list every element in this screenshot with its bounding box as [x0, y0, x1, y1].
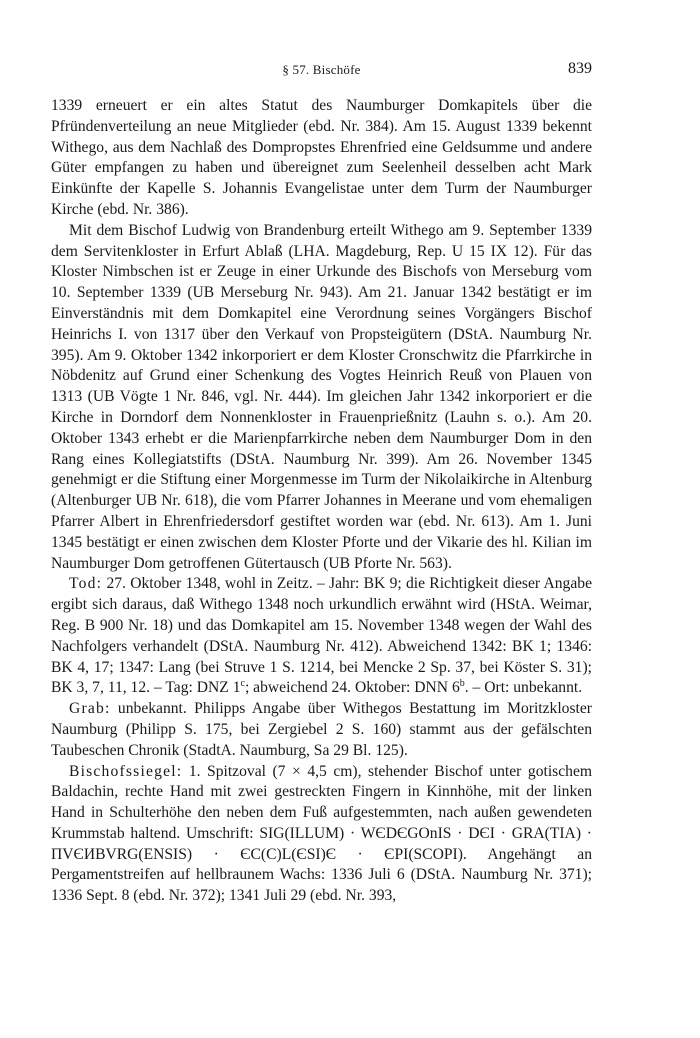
bischofssiegel-text: 1. Spitzoval (7 × 4,5 cm), stehender Bischof unter gotischem Baldachin, rechte Hand mit zwei gestreckten Fingern in Kinnhöhe, mit der linken Hand in Schulterhöhe den neben dem Fuß aufgestemmten, nach außen gewendeten Krummstab haltend. Umschrift: SIG(ILLUM) · WЄDЄGOnIS · DЄI · GRA(TIA) · ПVЄИBVRG(ENSIS) · ЄC(C)L(ЄSI)Є · ЄPI(SCOPI). Angehängt an Pergamentstreifen auf hellbraunem Wachs: 1336 Juli 6 (DStA. Naumburg Nr. 371); 1336 Sept. 8 (ebd. Nr. 372); 1341 Juli 29 (ebd. Nr. 393, — [51, 762, 592, 905]
grab-text: unbekannt. Philipps Angabe über Withegos Bestattung im Moritzkloster Naumburg (Philipp S. 175, bei Zergiebel 2 S. 160) stammt aus der gefälschten Taubeschen Chronik (StadtA. Naumburg, Sa 29 Bl. 125). — [51, 700, 592, 759]
tod-sup-b: b — [459, 678, 465, 690]
body-text — [51, 96, 592, 907]
grab-label: Grab: — [69, 700, 111, 718]
bischofssiegel-label: Bischofssiegel: — [69, 762, 183, 780]
page-header — [51, 60, 592, 84]
book-page — [51, 60, 592, 907]
tod-text-c: . – Ort: unbekannt. — [464, 679, 583, 697]
tod-label: Tod: — [69, 575, 103, 593]
paragraph-tod — [51, 574, 592, 699]
paragraph-bischofssiegel — [51, 762, 592, 908]
tod-text-b: ; abweichend 24. Oktober: DNN 6 — [244, 679, 460, 697]
paragraph-statut: 1339 erneuert er ein altes Statut des Naumburger Domkapitels über die Pfründenverteilung an neue Mitglieder (ebd. Nr. 384). Am 15. August 1339 bekennt Withego, aus dem Nachlaß des Dompropstes Ehrenfried eine Geldsumme und andere Güter empfangen zu haben und übereignet zum Seelenheil desselben acht Mark Einkünfte der Kapelle S. Johannis Evangelistae unter dem Turm der Naumburger Kirche (ebd. Nr. 386). — [51, 97, 592, 218]
paragraph-grab — [51, 699, 592, 761]
paragraph-urkunden: Mit dem Bischof Ludwig von Brandenburg erteilt Withego am 9. September 1339 dem Servitenkloster in Erfurt Ablaß (LHA. Magdeburg, Rep. U 15 IX 12). Für das Kloster Nimbschen ist er Zeuge in einer Urkunde des Bischofs von Merseburg vom 10. September 1339 (UB Merseburg Nr. 943). Am 21. Januar 1342 bestätigt er im Einverständnis mit dem Domkapitel eine Verordnung seines Vorgängers Bischof Heinrichs I. von 1317 über den Verkauf von Propsteigütern (DStA. Naumburg Nr. 395). Am 9. Oktober 1342 inkorporiert er dem Kloster Cronschwitz die Pfarrkirche in Nöbdenitz auf Grund einer Schenkung des Vogtes Heinrich Reuß von Plauen von 1313 (UB Vögte 1 Nr. 846, vgl. Nr. 444). Im gleichen Jahr 1342 inkorporiert er die Kirche in Dorndorf dem Nonnenkloster in Frauenprießnitz (Lauhn s. o.). Am 20. Oktober 1343 erhebt er die Marienpfarrkirche neben dem Naumburger Dom in den Rang eines Kollegiatstifts (DStA. Naumburg Nr. 399). Am 26. November 1345 genehmigt er die Stiftung einer Morgenmesse im Turm der Nikolaikirche in Altenburg (Altenburger UB Nr. 618), die vom Pfarrer Johannes in Meerane und vom ehemaligen Pfarrer Albert in Ehrenfriedersdorf gestiftet worden war (ebd. Nr. 613). Am 1. Juni 1345 bestätigt er einen zwischen dem Kloster Pforte und der Vikarie des hl. Kilian im Naumburger Dom getroffenen Gütertausch (UB Pforte Nr. 563). — [51, 221, 592, 572]
tod-sup-a: c — [240, 678, 245, 690]
running-head: § 57. Bischöfe — [282, 62, 361, 77]
page-number: 839 — [568, 60, 592, 77]
tod-text-a: 27. Oktober 1348, wohl in Zeitz. – Jahr: BK 9; die Richtigkeit dieser Angabe ergibt sich daraus, daß Withego 1348 noch urkundlich erwähnt wird (HStA. Weimar, Reg. B 900 Nr. 18) und das Domkapitel am 15. November 1348 wegen der Wahl des Nachfolgers verhandelt (DStA. Naumburg Nr. 412). Abweichend 1342: BK 1; 1346: BK 4, 17; 1347: Lang (bei Struve 1 S. 1214, bei Mencke 2 Sp. 37, bei Köster S. 31); BK 3, 7, 11, 12. – Tag: DNZ 1 — [51, 575, 592, 697]
